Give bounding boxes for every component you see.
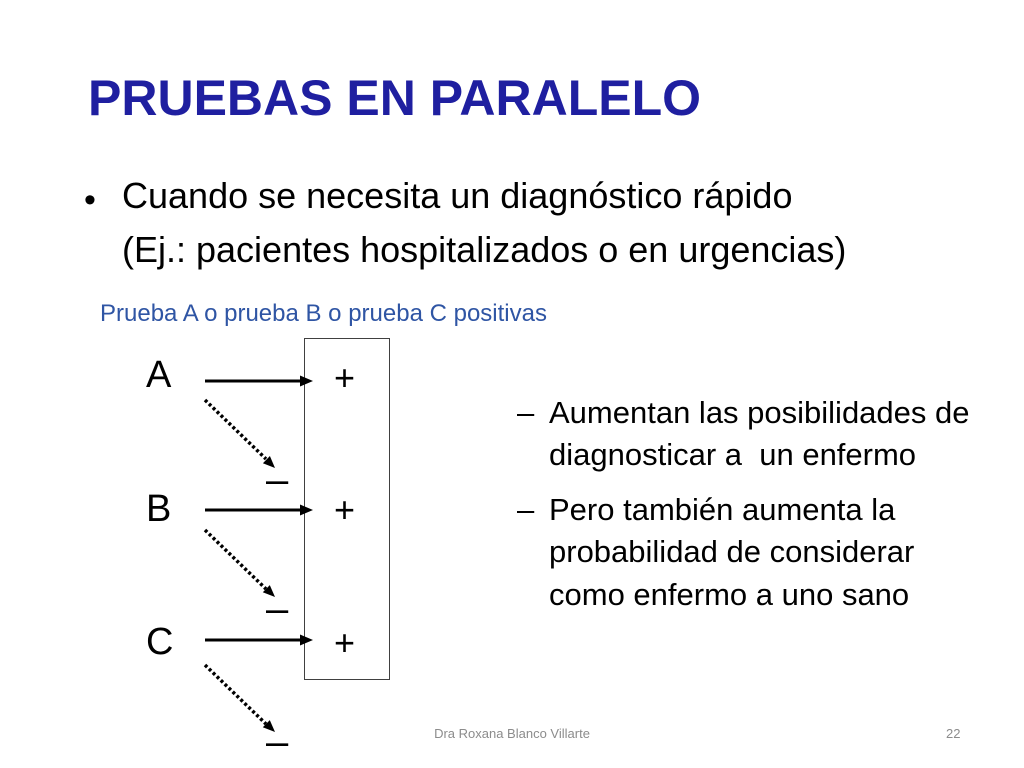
bullet-line-1: Cuando se necesita un diagnóstico rápido [122,175,793,216]
positive-sign-c: + [334,622,356,663]
point-2-marker: – [517,492,535,527]
point-1-marker: – [517,395,535,430]
point-1-line-1: Aumentan las posibilidades de [549,395,970,430]
positive-sign-b: + [334,489,356,530]
arrow-shaft [205,530,266,589]
negative-sign-a: – [266,458,289,502]
positive-sign-a: + [334,357,356,398]
negative-sign-c: – [266,720,289,764]
point-2-line-1: Pero también aumenta la [549,492,896,527]
point-2-line-3: como enfermo a uno sano [549,577,910,612]
page-number: 22 [946,726,961,741]
dotted-arrow-b [205,530,275,597]
test-label-b: B [146,488,172,530]
point-2-line-2: probabilidad de considerar [549,534,915,569]
dotted-arrow-a [205,400,275,468]
solid-arrow-b [205,505,313,516]
slide-title: PRUEBAS EN PARALELO [88,70,702,126]
solid-arrow-a [205,376,313,387]
dotted-arrow-c [205,665,275,732]
arrowhead [300,376,313,387]
solid-arrow-c [205,635,313,646]
test-label-a: A [146,354,172,396]
arrowhead [300,505,313,516]
negative-sign-b: – [266,587,289,631]
arrowhead [300,635,313,646]
test-label-c: C [146,621,174,663]
bullet-marker: • [84,181,96,219]
diagram-caption: Prueba A o prueba B o prueba C positivas [100,300,547,327]
footer-author: Dra Roxana Blanco Villarte [434,726,590,741]
point-1-line-2: diagnosticar a un enfermo [549,437,917,472]
arrow-shaft [205,400,266,459]
arrow-shaft [205,665,266,724]
bullet-line-2: (Ej.: pacientes hospitalizados o en urgencias) [122,229,847,270]
